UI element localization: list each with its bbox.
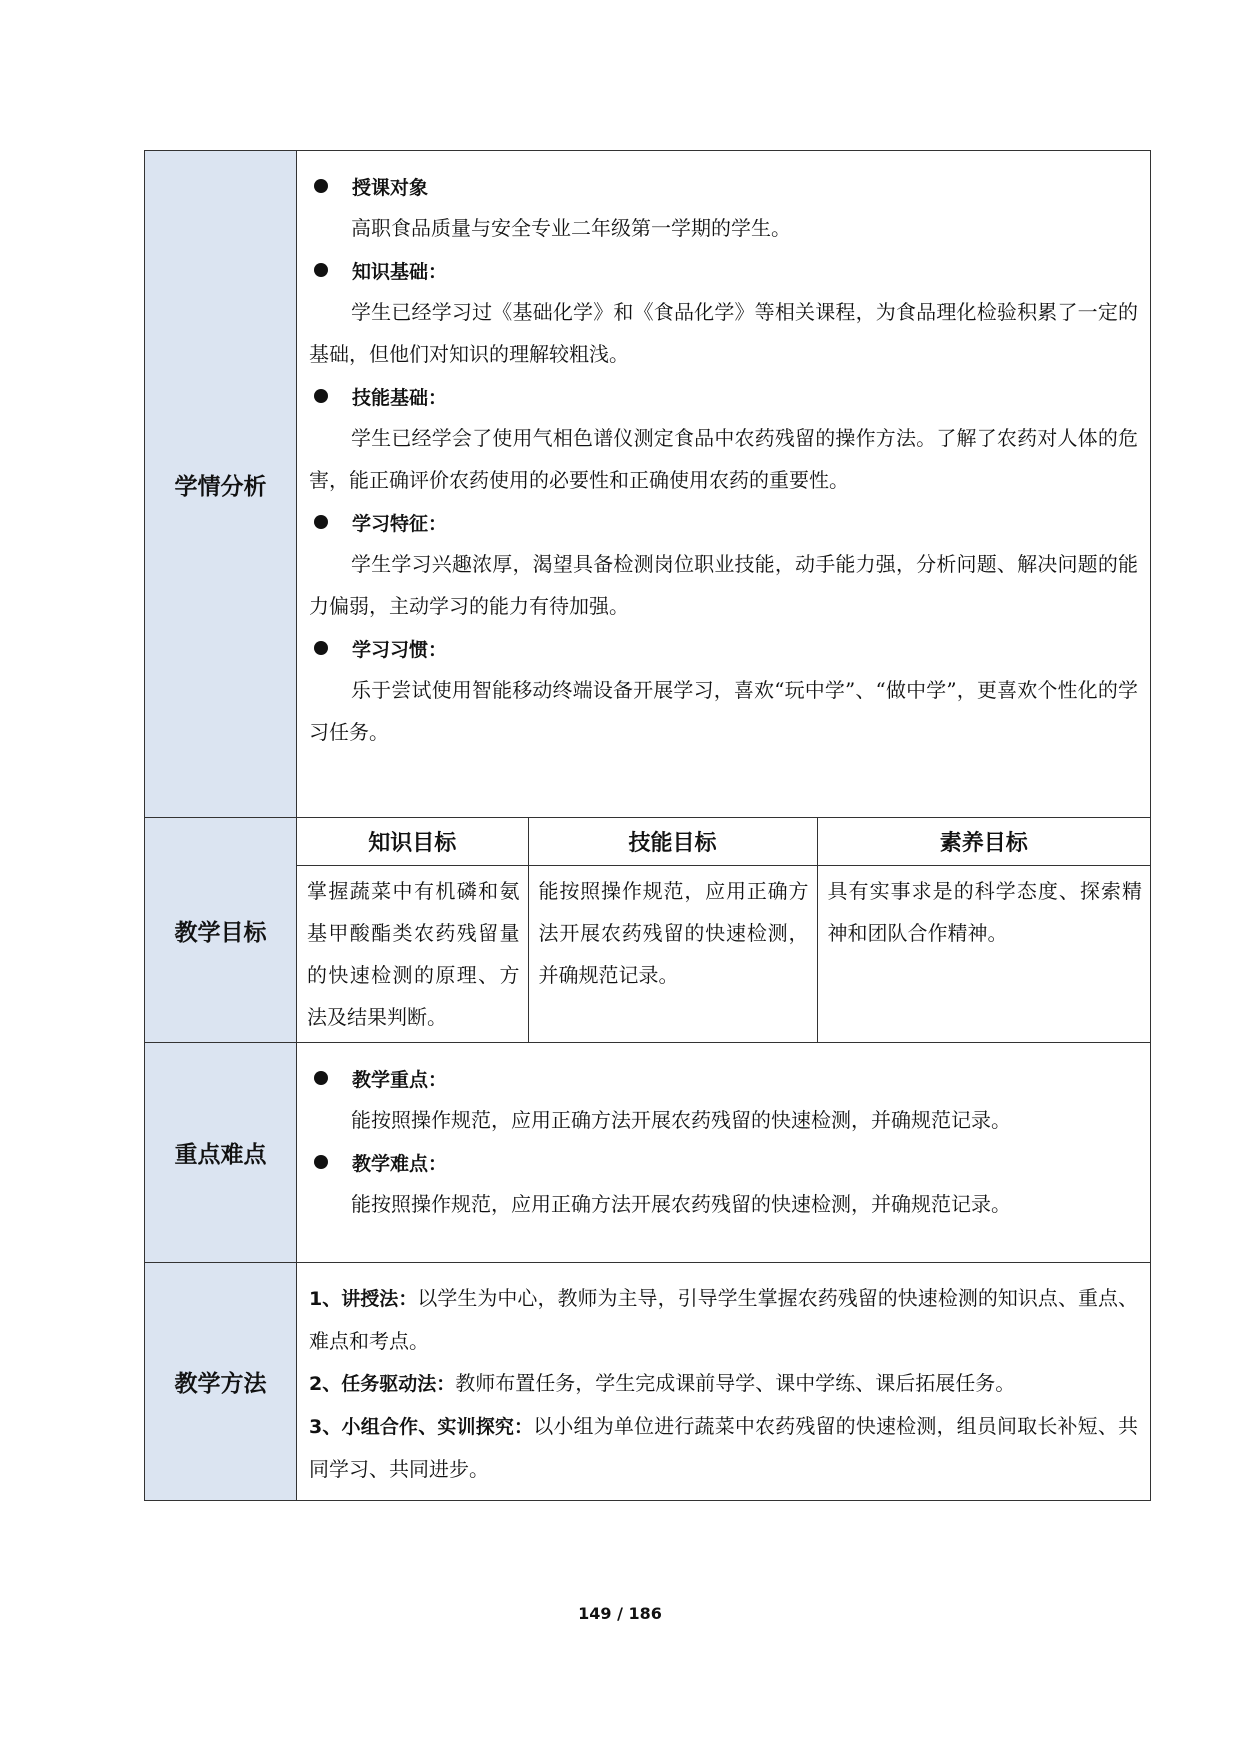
goal-header-knowledge: 知识目标 <box>297 818 528 866</box>
method-text-lecture: 以学生为中心，教师为主导，引导学生掌握农药残留的快速检测的知识点、重点、难点和考点。 <box>309 1286 1138 1353</box>
analysis-text-audience: 高职食品质量与安全专业二年级第一学期的学生。 <box>351 216 791 240</box>
keypoints-text-focus: 能按照操作规范，应用正确方法开展农药残留的快速检测，并确规范记录。 <box>351 1108 1011 1132</box>
keypoints-item-focus <box>309 1057 1138 1099</box>
page-number: 149 / 186 <box>578 1604 662 1623</box>
analysis-text-habits: 乐于尝试使用智能移动终端设备开展学习，喜欢“玩中学”、“做中学”，更喜欢个性化的学习任务。 <box>309 678 1138 744</box>
analysis-text-skill: 学生已经学会了使用气相色谱仪测定食品中农药残留的操作方法。了解了农药对人体的危害，能正确评价农药使用的必要性和正确使用农药的重要性。 <box>309 426 1138 492</box>
method-heading-group: 3、小组合作、实训探究： <box>309 1416 534 1438</box>
keypoints-item-difficulty <box>309 1141 1138 1183</box>
bullet-icon <box>314 389 328 403</box>
methods-content <box>297 1263 1151 1501</box>
bullet-icon <box>314 1155 328 1169</box>
methods-label: 教学方法 <box>145 1263 297 1501</box>
analysis-item-traits <box>309 501 1138 543</box>
analysis-heading-habits: 学习习惯： <box>352 638 448 661</box>
analysis-label: 学情分析 <box>145 151 297 818</box>
analysis-item-audience <box>309 165 1138 207</box>
keypoints-content <box>297 1043 1151 1263</box>
keypoints-label: 重点难点 <box>145 1043 297 1263</box>
method-heading-lecture: 1、讲授法： <box>309 1288 418 1310</box>
goals-body-row <box>297 866 1150 1043</box>
goals-content <box>297 818 1151 1043</box>
keypoints-text-difficulty: 能按照操作规范，应用正确方法开展农药残留的快速检测，并确规范记录。 <box>351 1192 1011 1216</box>
analysis-text-knowledge: 学生已经学习过《基础化学》和《食品化学》等相关课程，为食品理化检验积累了一定的基础，但他们对知识的理解较粗浅。 <box>309 300 1138 366</box>
keypoints-row <box>145 1043 1151 1263</box>
keypoints-heading-difficulty: 教学难点： <box>352 1152 448 1175</box>
goal-cell-knowledge: 掌握蔬菜中有机磷和氨基甲酸酯类农药残留量的快速检测的原理、方法及结果判断。 <box>297 866 528 1043</box>
goals-table <box>297 818 1150 1042</box>
analysis-heading-traits: 学习特征： <box>352 512 448 535</box>
method-task <box>309 1362 1138 1405</box>
analysis-text-traits: 学生学习兴趣浓厚，渴望具备检测岗位职业技能，动手能力强，分析问题、解决问题的能力偏弱，主动学习的能力有待加强。 <box>309 552 1138 618</box>
bullet-icon <box>314 179 328 193</box>
keypoints-heading-focus: 教学重点： <box>352 1068 448 1091</box>
methods-row <box>145 1263 1151 1501</box>
method-text-task: 教师布置任务，学生完成课前导学、课中学练、课后拓展任务。 <box>455 1371 1016 1395</box>
method-text-group: 以小组为单位进行蔬菜中农药残留的快速检测，组员间取长补短、共同学习、共同进步。 <box>309 1414 1138 1481</box>
bullet-icon <box>314 515 328 529</box>
goal-header-skill: 技能目标 <box>528 818 817 866</box>
analysis-heading-audience: 授课对象 <box>352 176 429 199</box>
bullet-icon <box>314 1071 328 1085</box>
analysis-row <box>145 151 1151 818</box>
goals-label: 教学目标 <box>145 818 297 1043</box>
goal-cell-skill: 能按照操作规范，应用正确方法开展农药残留的快速检测，并确规范记录。 <box>528 866 817 1043</box>
lesson-plan-table <box>144 150 1151 1501</box>
goal-header-literacy: 素养目标 <box>817 818 1150 866</box>
analysis-item-habits <box>309 627 1138 669</box>
analysis-heading-skill: 技能基础： <box>352 386 448 409</box>
analysis-item-skill <box>309 375 1138 417</box>
analysis-content <box>297 151 1151 818</box>
goals-header-row <box>297 818 1150 866</box>
goals-row <box>145 818 1151 1043</box>
bullet-icon <box>314 263 328 277</box>
analysis-item-knowledge <box>309 249 1138 291</box>
goal-cell-literacy: 具有实事求是的科学态度、探索精神和团队合作精神。 <box>817 866 1150 1043</box>
analysis-heading-knowledge: 知识基础： <box>352 260 448 283</box>
method-heading-task: 2、任务驱动法： <box>309 1373 456 1395</box>
method-lecture <box>309 1277 1138 1362</box>
method-group <box>309 1405 1138 1490</box>
bullet-icon <box>314 641 328 655</box>
